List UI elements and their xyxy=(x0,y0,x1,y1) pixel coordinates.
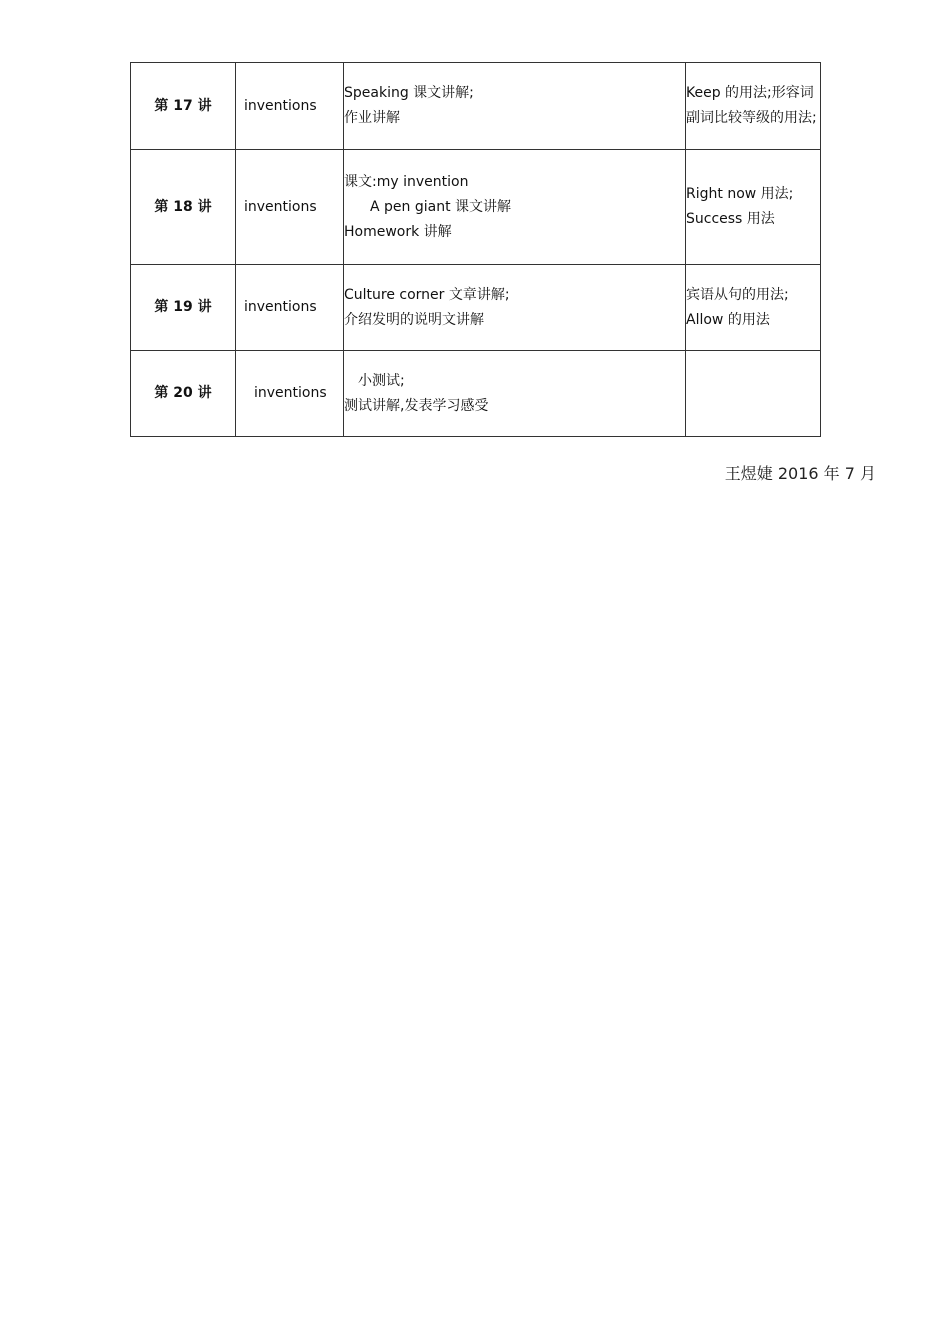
grammar-line: Success 用法 xyxy=(686,211,775,227)
grammar-line: Allow 的用法 xyxy=(686,311,770,328)
grammar-line: Keep 的用法;形容词副词比较等级的用法; xyxy=(686,85,817,126)
topic-cell xyxy=(236,150,344,265)
table-row xyxy=(131,63,821,150)
topic-cell xyxy=(236,351,344,437)
content-cell xyxy=(344,150,686,265)
topic-text: inventions xyxy=(254,385,327,401)
content-cell xyxy=(344,265,686,351)
lesson-number-cell: 第 17 讲 xyxy=(131,63,236,150)
topic-text: inventions xyxy=(244,299,317,315)
content-cell xyxy=(344,351,686,437)
grammar-cell xyxy=(686,265,821,351)
content-line: 作业讲解 xyxy=(344,110,400,126)
topic-text: inventions xyxy=(244,198,317,215)
topic-cell xyxy=(236,265,344,351)
grammar-cell xyxy=(686,63,821,150)
content-line: 介绍发明的说明文讲解 xyxy=(344,311,484,328)
grammar-line: 宾语从句的用法; xyxy=(686,286,789,303)
author-date-signature: 王煜婕 2016 年 7 月 xyxy=(724,464,876,483)
content-line: Speaking 课文讲解; xyxy=(344,85,474,101)
content-line: 测试讲解,发表学习感受 xyxy=(344,397,489,414)
table-row xyxy=(131,351,821,437)
lesson-number-cell: 第 19 讲 xyxy=(131,265,236,351)
content-line: A pen giant 课文讲解 xyxy=(370,198,512,215)
content-line: Culture corner 文章讲解; xyxy=(344,286,510,303)
content-cell xyxy=(344,63,686,150)
content-line: Homework 讲解 xyxy=(344,223,452,240)
content-line: 小测试; xyxy=(358,372,405,389)
lesson-number-cell: 第 20 讲 xyxy=(131,351,236,437)
grammar-cell xyxy=(686,150,821,265)
grammar-cell xyxy=(686,351,821,437)
table-row xyxy=(131,265,821,351)
table-row xyxy=(131,150,821,265)
topic-text: inventions xyxy=(244,97,317,114)
lesson-number-cell: 第 18 讲 xyxy=(131,150,236,265)
content-line: 课文:my invention xyxy=(344,173,469,190)
topic-cell xyxy=(236,63,344,150)
lesson-schedule-table xyxy=(130,62,821,437)
grammar-line: Right now 用法; xyxy=(686,186,794,202)
